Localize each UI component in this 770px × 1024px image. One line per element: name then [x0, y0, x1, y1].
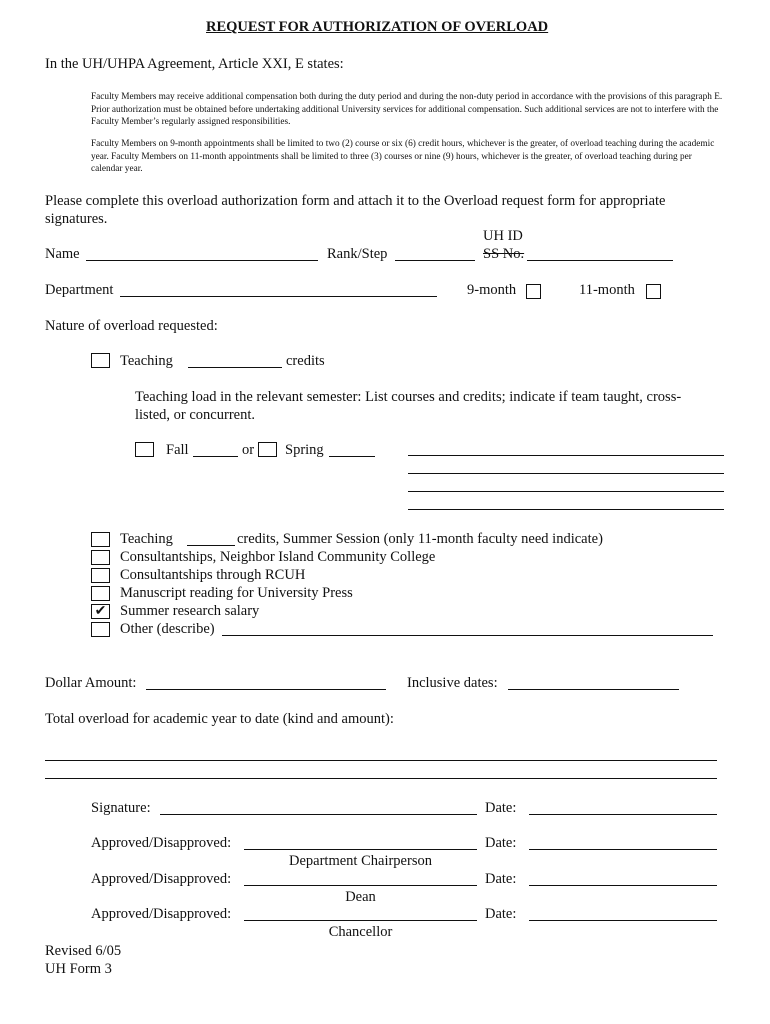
- dean-caption: Dean: [345, 889, 376, 905]
- instruction-text: Please complete this overload authorization form and attach it to the Overload request form for appropriate signatures.: [45, 193, 666, 227]
- approval-chancellor-label: Approved/Disapproved:: [91, 906, 232, 922]
- uhid-label: UH ID: [483, 228, 523, 244]
- agreement-paragraph-2: Faculty Members on 9-month appointments shall be limited to two (2) course or six (6) credit hours, whichever is the greater, of overload teaching during the academic year. Faculty Members on 11-month appointments shall be limited to three (3) courses or nine (9) hours, whichever is the greater, of overload teaching during per calendar year.: [91, 139, 715, 175]
- fall-checkbox[interactable]: [135, 442, 154, 457]
- approval-dean-label: Approved/Disapproved:: [91, 871, 232, 887]
- option-summer-research-label: Summer research salary: [120, 603, 260, 619]
- department-chairperson-caption: Department Chairperson: [289, 853, 432, 869]
- approval-chair-label: Approved/Disapproved:: [91, 835, 232, 851]
- approval-dean-field[interactable]: [244, 885, 477, 886]
- form-title: REQUEST FOR AUTHORIZATION OF OVERLOAD: [206, 19, 549, 35]
- intro-text: In the UH/UHPA Agreement, Article XXI, E states:: [45, 56, 344, 72]
- signature-label: Signature:: [91, 800, 151, 816]
- approval-chancellor-date-field[interactable]: [529, 920, 717, 921]
- option-checkbox[interactable]: [91, 622, 110, 637]
- option-checkbox[interactable]: [91, 568, 110, 583]
- teaching-credits-field[interactable]: [188, 367, 282, 368]
- or-label: or: [242, 442, 255, 458]
- approval-chair-field[interactable]: [244, 849, 477, 850]
- total-overload-line-2[interactable]: [45, 778, 717, 779]
- signature-date-label: Date:: [485, 800, 517, 816]
- name-field[interactable]: [86, 260, 318, 261]
- dollar-amount-label: Dollar Amount:: [45, 675, 137, 691]
- course-line-2[interactable]: [408, 473, 724, 474]
- total-overload-line-1[interactable]: [45, 760, 717, 761]
- spring-checkbox[interactable]: [258, 442, 277, 457]
- rank-field[interactable]: [395, 260, 475, 261]
- option-checkbox[interactable]: [91, 586, 110, 601]
- name-label: Name: [45, 246, 80, 262]
- option-consultantships-rcuh-label: Consultantships through RCUH: [120, 567, 306, 583]
- department-field[interactable]: [120, 296, 437, 297]
- teaching-credits-suffix: credits: [286, 353, 325, 369]
- check-mark: ✔: [94, 604, 107, 619]
- eleven-month-checkbox[interactable]: [646, 284, 661, 299]
- approval-chancellor-date-label: Date:: [485, 906, 517, 922]
- signature-field[interactable]: [160, 814, 477, 815]
- teaching-load-text: Teaching load in the relevant semester: List courses and credits; indicate if team taught, cross-listed, or concurrent.: [135, 389, 682, 423]
- uhid-field[interactable]: [527, 260, 673, 261]
- chancellor-caption: Chancellor: [328, 924, 393, 940]
- approval-dean-date-field[interactable]: [529, 885, 717, 886]
- course-line-1[interactable]: [408, 455, 724, 456]
- inclusive-dates-label: Inclusive dates:: [407, 675, 498, 691]
- inclusive-dates-field[interactable]: [508, 689, 679, 690]
- option-checkbox[interactable]: [91, 550, 110, 565]
- revised-date: Revised 6/05: [45, 943, 122, 959]
- option-consultantships-nicc-label: Consultantships, Neighbor Island Community College: [120, 549, 436, 565]
- nine-month-checkbox[interactable]: [526, 284, 541, 299]
- dollar-amount-field[interactable]: [146, 689, 386, 690]
- approval-chair-date-field[interactable]: [529, 849, 717, 850]
- other-describe-field[interactable]: [222, 635, 713, 636]
- course-line-4[interactable]: [408, 509, 724, 510]
- spring-label: Spring: [285, 442, 324, 458]
- teaching-label: Teaching: [120, 353, 173, 369]
- option-teaching-summer-suffix: credits, Summer Session (only 11-month faculty need indicate): [237, 531, 603, 547]
- option-manuscript-label: Manuscript reading for University Press: [120, 585, 353, 601]
- nine-month-label: 9-month: [467, 282, 517, 298]
- form-number: UH Form 3: [45, 961, 112, 977]
- fall-label: Fall: [166, 442, 189, 458]
- course-line-3[interactable]: [408, 491, 724, 492]
- approval-chancellor-field[interactable]: [244, 920, 477, 921]
- teaching-checkbox[interactable]: [91, 353, 110, 368]
- option-checkbox[interactable]: [91, 532, 110, 547]
- agreement-paragraph-1: Faculty Members may receive additional compensation both during the duty period and during the non-duty period in accordance with the provisions of this paragraph E. Prior authorization must be obtained before undertaking additional University services for additional compensation. Such additional services are not to interfere with the Faculty Member’s regularly assigned responsibilities.: [91, 92, 723, 128]
- ssno-label: SS No.: [483, 246, 525, 262]
- total-overload-label: Total overload for academic year to date (kind and amount):: [45, 711, 394, 727]
- fall-field[interactable]: [193, 456, 238, 457]
- signature-date-field[interactable]: [529, 814, 717, 815]
- eleven-month-label: 11-month: [579, 282, 635, 298]
- nature-label: Nature of overload requested:: [45, 318, 218, 334]
- option-other-label: Other (describe): [120, 621, 215, 637]
- approval-chair-date-label: Date:: [485, 835, 517, 851]
- rank-label: Rank/Step: [327, 246, 388, 262]
- summer-credits-field[interactable]: [187, 545, 235, 546]
- spring-field[interactable]: [329, 456, 375, 457]
- option-checkbox[interactable]: [91, 604, 110, 619]
- approval-dean-date-label: Date:: [485, 871, 517, 887]
- option-teaching-summer-label: Teaching: [120, 531, 173, 547]
- department-label: Department: [45, 282, 114, 298]
